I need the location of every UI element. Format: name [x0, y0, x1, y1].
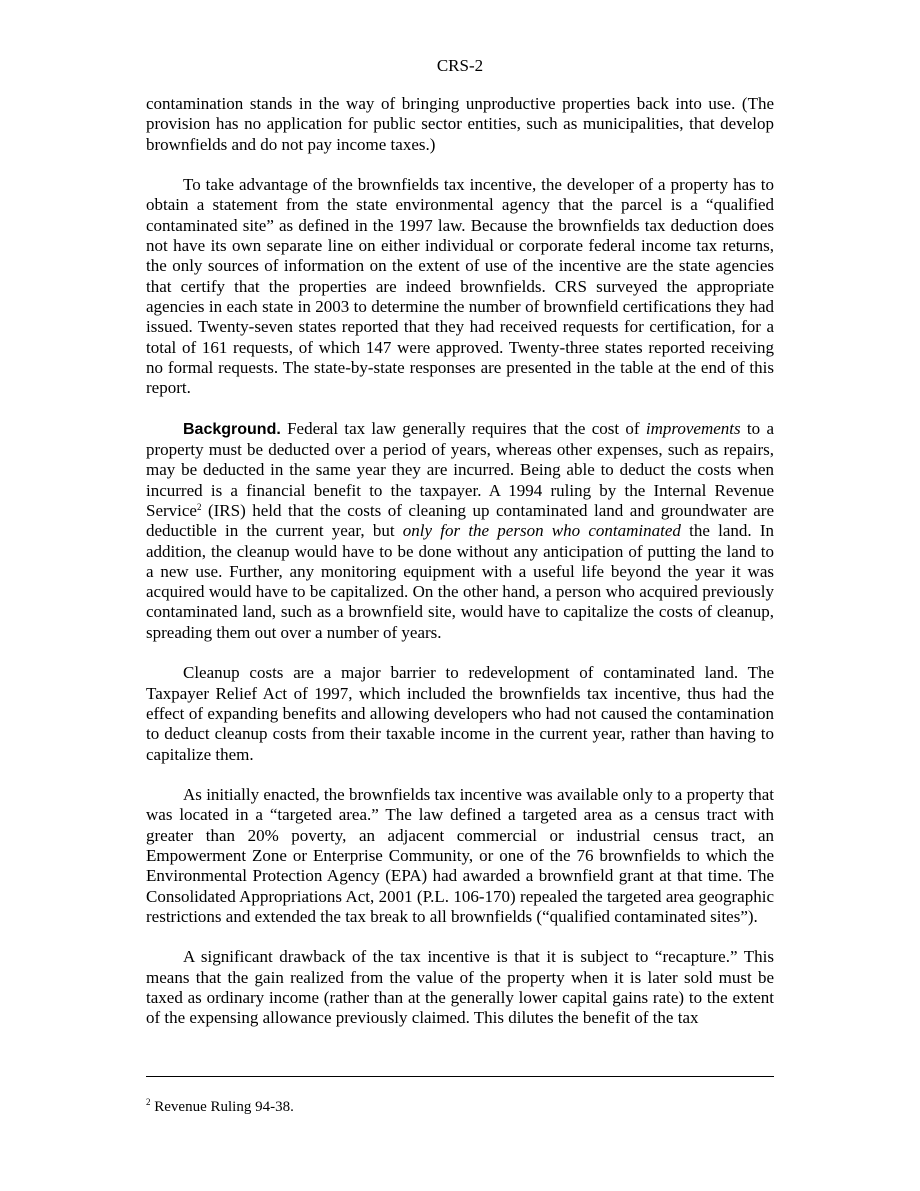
background-text-4: the land. In addition, the cleanup would have to be done without any anticipation of putting the land to a new use. Further, any monitoring equipment with a useful life beyond the year it was acquired would have to be capitalized. On the other hand, a person who acquired previously contaminated land, such as a brownfield site, would have to capitalize the costs of cleanup, spreading them out over a number of years. [146, 521, 775, 642]
paragraph-targeted-area: As initially enacted, the brownfields tax incentive was available only to a property that was located in a “targeted area.” The law defined a targeted area as a census tract with greater than 20% poverty, an adjacent commercial or industrial census tract, an Empowerment Zone or Enterprise Community, or one of the 76 brownfields to which the Environmental Protection Agency (EPA) had awarded a brownfield grant at that time. The Consolidated Appropriations Act, 2001 (P.L. 106-170) repealed the targeted area geographic restrictions and extended the tax break to all brownfields (“qualified contaminated sites”). [146, 785, 774, 926]
background-text-1: Federal tax law generally requires that the cost of [280, 418, 646, 438]
body-text [146, 94, 774, 1049]
background-text-3: (IRS) held that the costs of cleaning up contaminated land and groundwater are deductible in the current year, but [146, 500, 774, 541]
paragraph-background [146, 419, 774, 643]
paragraph-cleanup-costs: Cleanup costs are a major barrier to redevelopment of contaminated land. The Taxpayer Relief Act of 1997, which included the brownfields tax incentive, thus had the effect of expanding benefits and allowing developers who had not caused the contamination to deduct cleanup costs from their taxable income in the current year, rather than having to capitalize them. [146, 663, 774, 764]
paragraph-recapture: A significant drawback of the tax incentive is that it is subject to “recapture.” This means that the gain realized from the value of the property when it is later sold must be taxed as ordinary income (rather than at the generally lower capital gains rate) to the extent of the expensing allowance previously claimed. This dilutes the benefit of the tax [146, 947, 774, 1028]
emphasis-contaminator: only for the person who contaminated [402, 521, 681, 541]
footnote-text: Revenue Ruling 94-38. [150, 1099, 294, 1115]
footnote-number: 2 [146, 1097, 151, 1107]
paragraph-certification: To take advantage of the brownfields tax incentive, the developer of a property has to obtain a statement from the state environmental agency that the parcel is a “qualified contaminated site” as defined in the 1997 law. Because the brownfields tax deduction does not have its own separate line on either individual or corporate federal income tax returns, the only sources of information on the extent of use of the incentive are the state agencies that certify that the properties are indeed brownfields. CRS surveyed the appropriate agencies in each state in 2003 to determine the number of brownfield certifications they had issued. Twenty-seven states reported that they had received requests for certification, for a total of 161 requests, of which 147 were approved. Twenty-three states reported receiving no formal requests. The state-by-state responses are presented in the table at the end of this report. [146, 175, 774, 398]
page-header: CRS-2 [436, 56, 484, 75]
footnote [146, 1098, 774, 1116]
section-heading-background: Background. [183, 420, 281, 438]
footnote-divider [146, 1076, 774, 1077]
paragraph-continuation: contamination stands in the way of bringing unproductive properties back into use. (The provision has no application for public sector entities, such as municipalities, that develop brownfields and do not pay income taxes.) [146, 94, 774, 154]
footnote-reference: 2 [196, 501, 202, 512]
emphasis-improvements: improvements [645, 418, 741, 438]
background-text-2: to a property must be deducted over a period of years, whereas other expenses, such as repairs, may be deducted in the same year they are incurred. Being able to deduct the costs when incurred is a financial benefit to the taxpayer. A 1994 ruling by the Internal Revenue Service [146, 418, 774, 520]
